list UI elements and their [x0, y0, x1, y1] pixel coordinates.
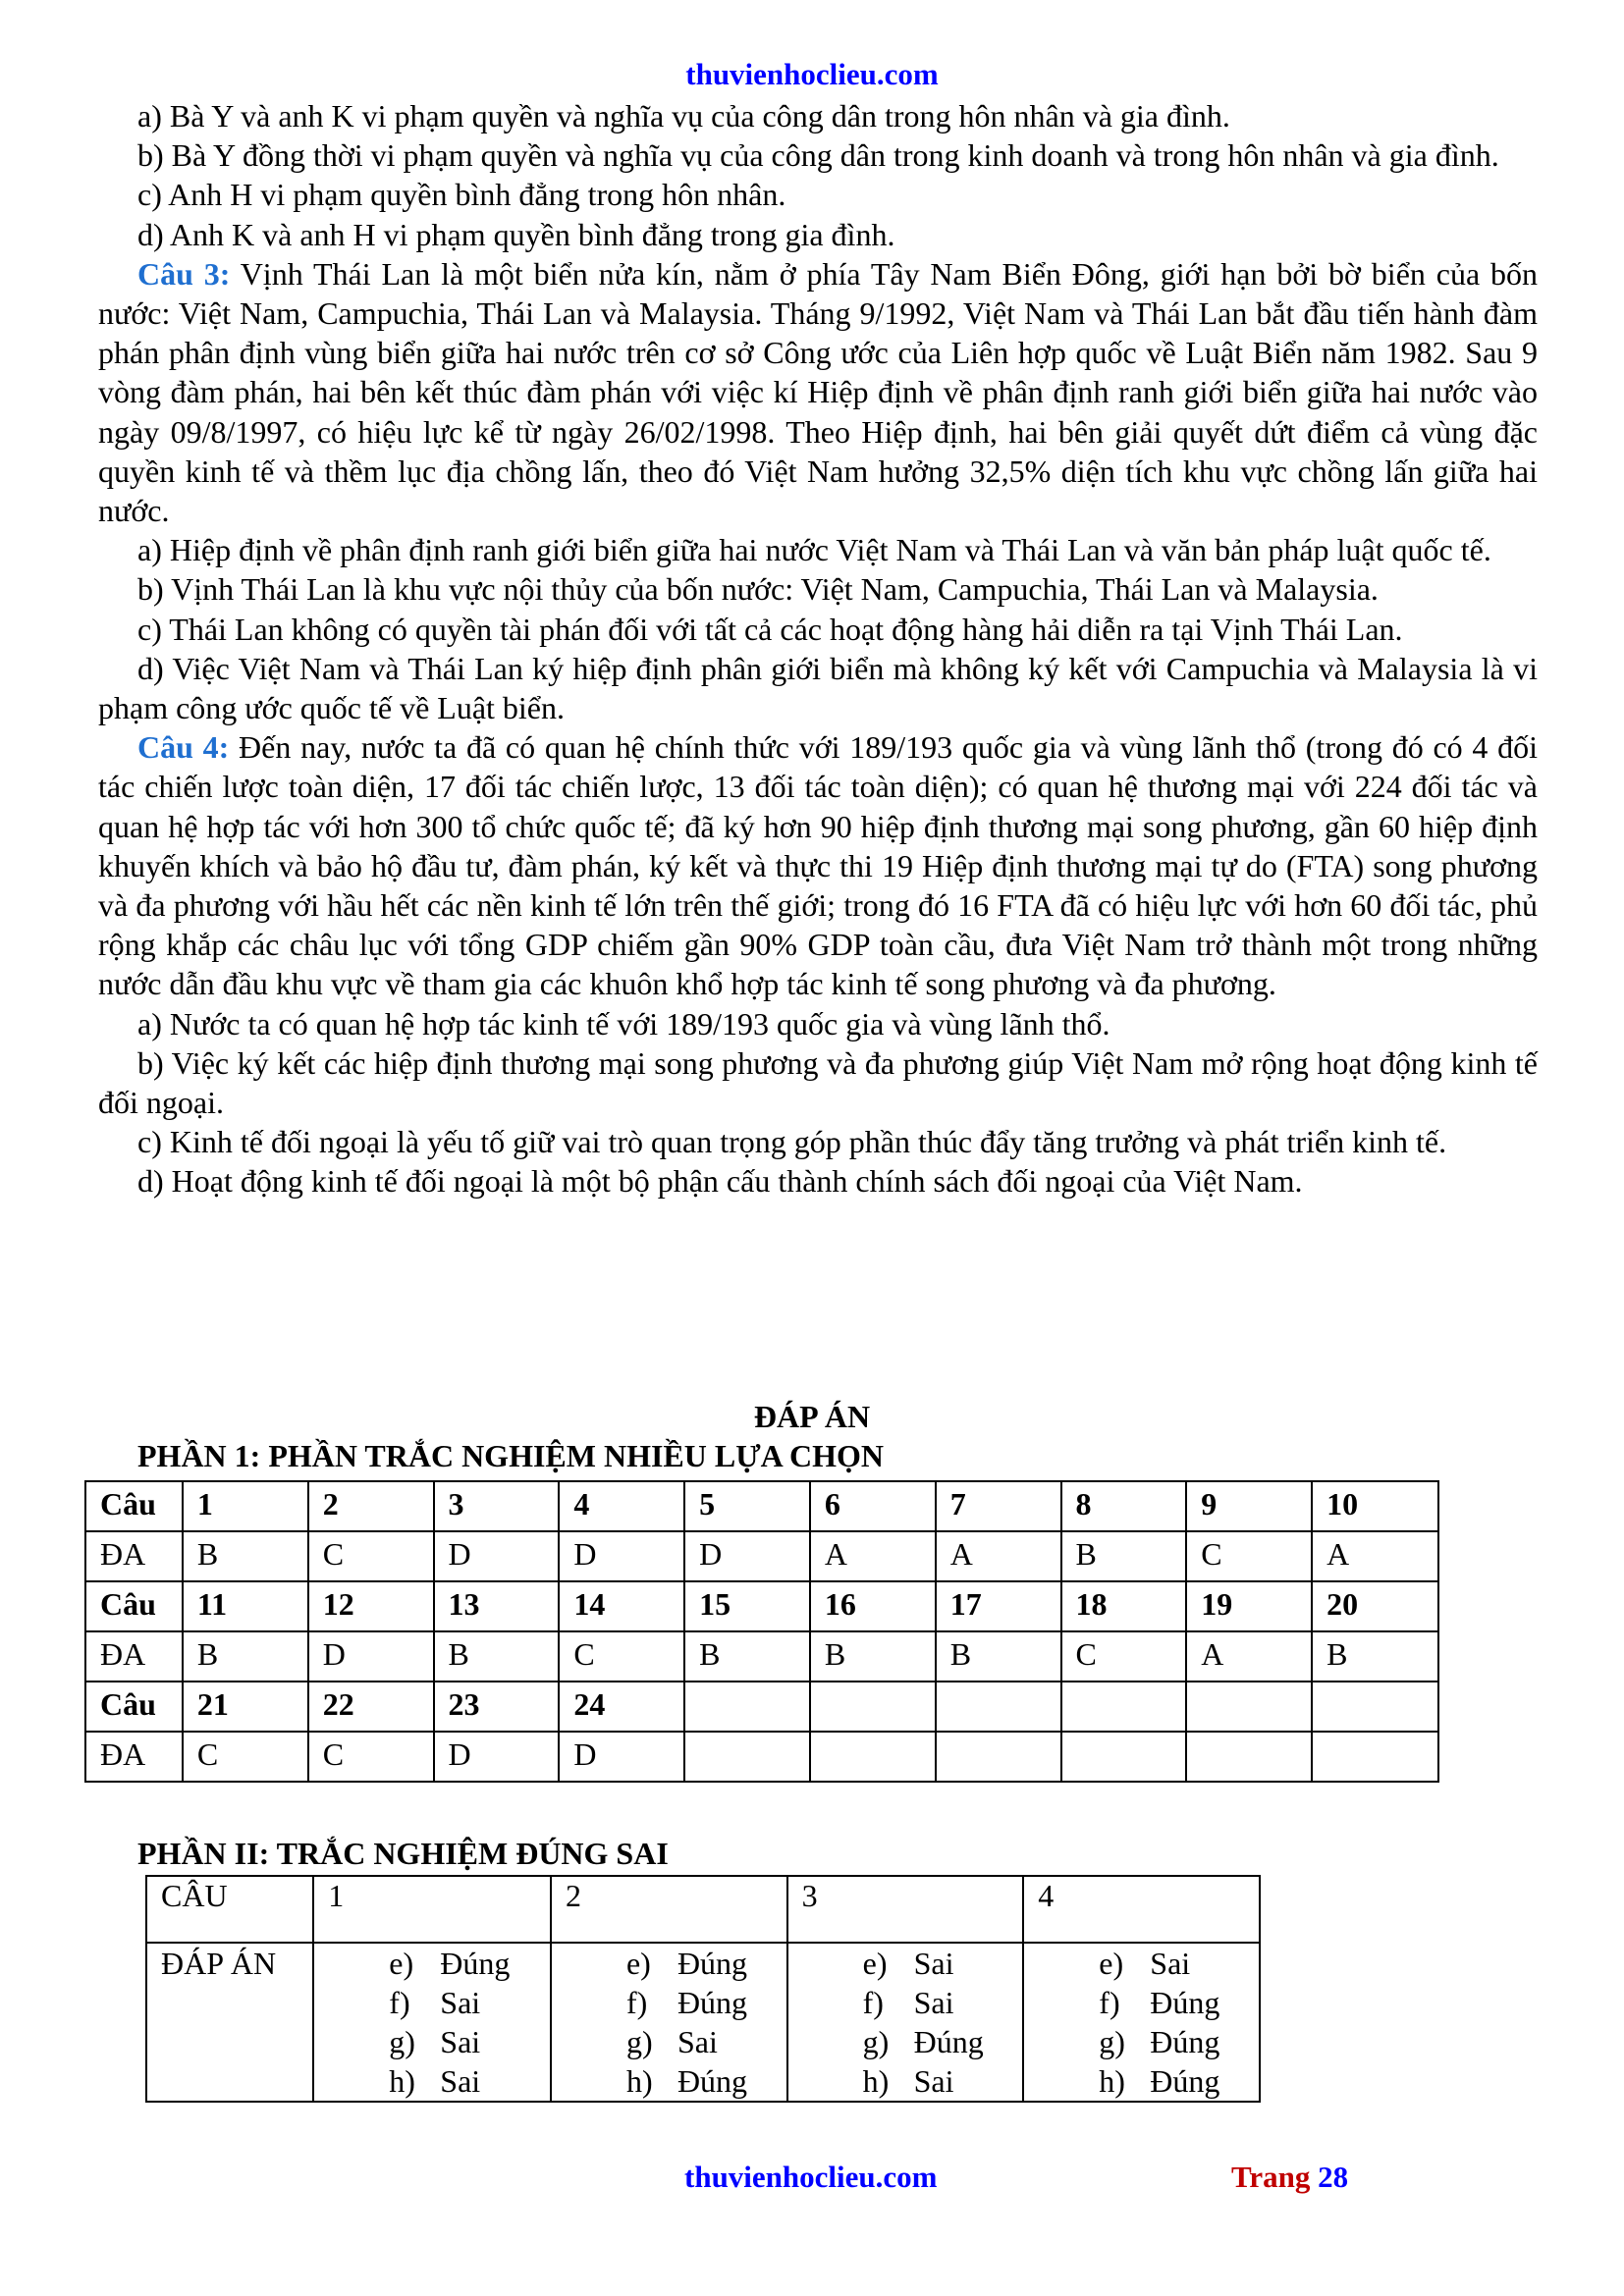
answer-cell: D [559, 1732, 684, 1782]
answer-cell: D [308, 1631, 434, 1682]
row-label-cell: ĐA [85, 1732, 183, 1782]
question-number-cell: 1 [313, 1876, 551, 1943]
question-number-cell: 1 [183, 1481, 308, 1531]
question-number-cell [936, 1682, 1061, 1732]
row-label-cell: ĐA [85, 1631, 183, 1682]
question-number-cell [810, 1682, 936, 1732]
question-number-cell: 12 [308, 1581, 434, 1631]
question-number-cell: 18 [1061, 1581, 1187, 1631]
option-line [1038, 2061, 1259, 2101]
question-number-cell: 9 [1186, 1481, 1312, 1531]
statement-paragraph [98, 530, 1538, 569]
page-number [1231, 2160, 1348, 2195]
option-value: Đúng [677, 1946, 748, 1981]
option-letter: e) [1099, 1946, 1124, 1981]
question-number-cell: 13 [434, 1581, 560, 1631]
answer-cell: A [1312, 1531, 1438, 1581]
answer-cell [1186, 1732, 1312, 1782]
statement-paragraph [98, 1043, 1538, 1122]
paragraph-text: a) Hiệp định về phân định ranh giới biển giữa hai nước Việt Nam và Thái Lan và văn bản pháp luật quốc tế. [137, 532, 1491, 568]
question-paragraph [98, 727, 1538, 1003]
answer-cell: D [684, 1531, 810, 1581]
option-value: Đúng [440, 1946, 511, 1981]
true-false-answer-table [145, 1875, 1261, 2103]
question-number-cell: 17 [936, 1581, 1061, 1631]
paragraph-text: c) Anh H vi phạm quyền bình đẳng trong hôn nhân. [137, 177, 786, 213]
paragraph-text: d) Anh K và anh H vi phạm quyền bình đẳng trong gia đình. [137, 216, 895, 252]
option-value: Đúng [1150, 1985, 1220, 2020]
answer-options-cell [551, 1943, 787, 2102]
answer-cell [936, 1732, 1061, 1782]
question-number-cell: 10 [1312, 1481, 1438, 1531]
question-number-cell: 22 [308, 1682, 434, 1732]
option-value: Sai [913, 1946, 954, 1981]
option-line [566, 1983, 786, 2022]
answer-cell: B [810, 1631, 936, 1682]
paragraph-text: c) Kinh tế đối ngoại là yếu tố giữ vai trò quan trọng góp phần thúc đẩy tăng trưởng và phát triển kinh tế. [137, 1124, 1447, 1160]
question-number-cell: 23 [434, 1682, 560, 1732]
question-number-cell: 24 [559, 1682, 684, 1732]
question-number-cell: 4 [1023, 1876, 1260, 1943]
row-label-cell: Câu [85, 1682, 183, 1732]
question-number-row [85, 1682, 1438, 1732]
question-number-cell: 4 [559, 1481, 684, 1531]
page-number-value: 28 [1318, 2160, 1349, 2194]
statement-paragraph [98, 610, 1538, 649]
option-value: Sai [440, 2063, 481, 2099]
answer-cell: C [308, 1732, 434, 1782]
paragraph-text: b) Việc ký kết các hiệp định thương mại song phương và đa phương giúp Việt Nam mở rộng hoạt động kinh tế đối ngoại. [98, 1044, 1538, 1121]
statement-paragraph [98, 135, 1538, 175]
question-number-cell: 2 [551, 1876, 787, 1943]
paragraph-text: c) Thái Lan không có quyền tài phán đối với tất cả các hoạt động hàng hải diễn ra tại Vịnh Thái Lan. [137, 611, 1403, 647]
page-label: Trang [1231, 2160, 1311, 2194]
statement-paragraph [98, 569, 1538, 609]
option-value: Sai [1150, 1946, 1191, 1981]
option-line [1038, 2022, 1259, 2061]
answer-row [85, 1732, 1438, 1782]
option-letter: h) [862, 2063, 890, 2099]
question-number-cell: 11 [183, 1581, 308, 1631]
option-line [802, 2022, 1023, 2061]
footer-site-link[interactable]: thuvienhoclieu.com [684, 2160, 938, 2194]
answer-row [85, 1531, 1438, 1581]
paragraph-text: d) Việc Việt Nam và Thái Lan ký hiệp định phân giới biển mà không ký kết với Campuchia và Malaysia là vi phạm công ước quốc tế về Luật biển. [98, 650, 1538, 726]
option-value: Sai [913, 1985, 954, 2020]
statement-paragraph [98, 1004, 1538, 1043]
question-number-cell: 8 [1061, 1481, 1187, 1531]
row-label-cell: ĐA [85, 1531, 183, 1581]
paragraph-text: Vịnh Thái Lan là một biển nửa kín, nằm ở phía Tây Nam Biển Đông, giới hạn bởi bờ biển của bốn nước: Việt Nam, Campuchia, Thái Lan và Malaysia. Tháng 9/1992, Việt Nam và Thái Lan bắt đầu tiến hành đàm phán phân định vùng biển giữa hai nước trên cơ sở Công ước của Liên hợp quốc về Luật Biển năm 1982. Sau 9 vòng đàm phán, hai bên kết thúc đàm phán với việc kí Hiệp định về phân định ranh giới biển giữa hai nước vào ngày 09/8/1997, có hiệu lực kể từ ngày 26/02/1998. Theo Hiệp định, hai bên giải quyết dứt điểm cả vùng đặc quyền kinh tế và thềm lục địa chồng lấn, theo đó Việt Nam hưởng 32,5% diện tích khu vực chồng lấn giữa hai nước. [98, 255, 1539, 529]
part2-title: PHẦN II: TRẮC NGHIỆM ĐÚNG SAI [137, 1836, 669, 1871]
paragraph-text: a) Bà Y và anh K vi phạm quyền và nghĩa vụ của công dân trong hôn nhân và gia đình. [137, 98, 1230, 133]
question-number-cell: 21 [183, 1682, 308, 1732]
paragraph-text: d) Hoạt động kinh tế đối ngoại là một bộ phận cấu thành chính sách đối ngoại của Việt Nam. [137, 1163, 1303, 1200]
answer-cell: B [936, 1631, 1061, 1682]
answer-row [146, 1943, 1260, 2102]
statement-paragraph [98, 1122, 1538, 1161]
option-letter: e) [625, 1946, 651, 1981]
option-value: Đúng [913, 2024, 984, 2059]
statement-paragraph [98, 215, 1538, 254]
option-line [802, 1983, 1023, 2022]
answer-cell [684, 1732, 810, 1782]
answer-options-cell [313, 1943, 551, 2102]
option-letter: h) [1099, 2063, 1125, 2099]
answer-key-title: ĐÁP ÁN [753, 1399, 871, 1434]
answer-label-cell: ĐÁP ÁN [146, 1943, 313, 2102]
question-number-cell [684, 1682, 810, 1732]
answer-cell: D [559, 1531, 684, 1581]
paragraph-text: b) Bà Y đồng thời vi phạm quyền và nghĩa vụ của công dân trong kinh doanh và trong hôn nhân và gia đình. [137, 137, 1499, 174]
answer-cell: A [810, 1531, 936, 1581]
question-number-cell: 2 [308, 1481, 434, 1531]
option-letter: g) [862, 2024, 890, 2059]
option-letter: g) [389, 2024, 415, 2059]
document-body [98, 96, 1538, 1201]
option-value: Sai [677, 2024, 718, 2059]
option-line [328, 2022, 550, 2061]
option-line [802, 1944, 1023, 1983]
question-number-cell: 19 [1186, 1581, 1312, 1631]
question-number-cell [1061, 1682, 1187, 1732]
question-label: Câu 4: [137, 729, 230, 766]
answer-row [85, 1631, 1438, 1682]
answer-cell: C [1061, 1631, 1187, 1682]
statement-paragraph [98, 175, 1538, 214]
answer-cell: B [1061, 1531, 1187, 1581]
statement-paragraph [98, 1161, 1538, 1201]
question-number-cell: 16 [810, 1581, 936, 1631]
answer-cell: C [1186, 1531, 1312, 1581]
option-letter: h) [389, 2063, 415, 2099]
paragraph-text: b) Vịnh Thái Lan là khu vực nội thủy của bốn nước: Việt Nam, Campuchia, Thái Lan và Malaysia. [137, 571, 1379, 608]
option-line [566, 2022, 786, 2061]
question-number-cell [1186, 1682, 1312, 1732]
answer-cell: B [434, 1631, 560, 1682]
question-number-cell: 6 [810, 1481, 936, 1531]
answer-cell: C [183, 1732, 308, 1782]
statement-paragraph [98, 96, 1538, 135]
option-line [1038, 1944, 1259, 1983]
option-line [328, 1983, 550, 2022]
option-value: Đúng [677, 2063, 748, 2099]
answer-cell: C [559, 1631, 684, 1682]
option-value: Đúng [1150, 2063, 1220, 2099]
answer-cell: B [684, 1631, 810, 1682]
answer-cell: A [1186, 1631, 1312, 1682]
option-letter: g) [625, 2024, 653, 2059]
answer-cell [810, 1732, 936, 1782]
part1-title: PHẦN 1: PHẦN TRẮC NGHIỆM NHIỀU LỰA CHỌN [137, 1438, 885, 1473]
option-letter: e) [862, 1946, 888, 1981]
multiple-choice-answer-table [84, 1480, 1439, 1783]
header-label-cell: CÂU [146, 1876, 313, 1943]
question-number-cell: 5 [684, 1481, 810, 1531]
question-number-cell: 20 [1312, 1581, 1438, 1631]
answer-cell: D [434, 1531, 560, 1581]
option-line [328, 1944, 550, 1983]
header-site-link[interactable]: thuvienhoclieu.com [685, 57, 939, 91]
answer-cell: B [1312, 1631, 1438, 1682]
question-number-row [85, 1481, 1438, 1531]
option-line [566, 2061, 786, 2101]
option-letter: f) [389, 1985, 410, 2020]
answer-cell: A [936, 1531, 1061, 1581]
question-number-cell: 3 [787, 1876, 1024, 1943]
question-paragraph [98, 254, 1538, 530]
option-value: Sai [440, 1985, 481, 2020]
question-header-row [146, 1876, 1260, 1943]
question-number-row [85, 1581, 1438, 1631]
option-value: Sai [440, 2024, 481, 2059]
answer-cell: B [183, 1531, 308, 1581]
question-number-cell: 3 [434, 1481, 560, 1531]
option-letter: e) [389, 1946, 414, 1981]
question-number-cell: 7 [936, 1481, 1061, 1531]
answer-cell: B [183, 1631, 308, 1682]
question-number-cell: 14 [559, 1581, 684, 1631]
answer-cell [1312, 1732, 1438, 1782]
option-line [802, 2061, 1023, 2101]
option-letter: f) [862, 1985, 884, 2020]
statement-paragraph [98, 649, 1538, 727]
answer-cell: D [434, 1732, 560, 1782]
option-letter: f) [625, 1985, 648, 2020]
option-letter: g) [1099, 2024, 1125, 2059]
answer-cell [1061, 1732, 1187, 1782]
option-value: Sai [913, 2063, 954, 2099]
question-label: Câu 3: [137, 255, 231, 292]
answer-options-cell [1023, 1943, 1260, 2102]
option-value: Đúng [1150, 2024, 1220, 2059]
paragraph-text: a) Nước ta có quan hệ hợp tác kinh tế với 189/193 quốc gia và vùng lãnh thổ. [137, 1005, 1110, 1041]
question-number-cell [1312, 1682, 1438, 1732]
option-line [566, 1944, 786, 1983]
option-letter: f) [1099, 1985, 1120, 2020]
option-line [328, 2061, 550, 2101]
option-letter: h) [625, 2063, 653, 2099]
paragraph-text: Đến nay, nước ta đã có quan hệ chính thức với 189/193 quốc gia và vùng lãnh thổ (trong đó có 4 đối tác chiến lược toàn diện, 17 đối tác chiến lược, 13 đối tác toàn diện); có quan hệ thương mại với 224 đối tác và quan hệ hợp tác với hơn 300 tổ chức quốc tế; đã ký hơn 90 hiệp định thương mại song phương, gần 60 hiệp định khuyến khích và bảo hộ đầu tư, đàm phán, ký kết và thực thi 19 Hiệp định thương mại tự do (FTA) song phương và đa phương với hầu hết các nền kinh tế lớn trên thế giới; trong đó 16 FTA đã có hiệu lực với hơn 60 đối tác, phủ rộng khắp các châu lục với tổng GDP chiếm gần 90% GDP toàn cầu, đưa Việt Nam trở thành một trong những nước dẫn đầu khu vực về tham gia các khuôn khổ hợp tác kinh tế song phương và đa phương. [98, 729, 1539, 1002]
option-value: Đúng [677, 1985, 748, 2020]
question-number-cell: 15 [684, 1581, 810, 1631]
option-line [1038, 1983, 1259, 2022]
row-label-cell: Câu [85, 1581, 183, 1631]
answer-options-cell [787, 1943, 1024, 2102]
row-label-cell: Câu [85, 1481, 183, 1531]
answer-cell: C [308, 1531, 434, 1581]
